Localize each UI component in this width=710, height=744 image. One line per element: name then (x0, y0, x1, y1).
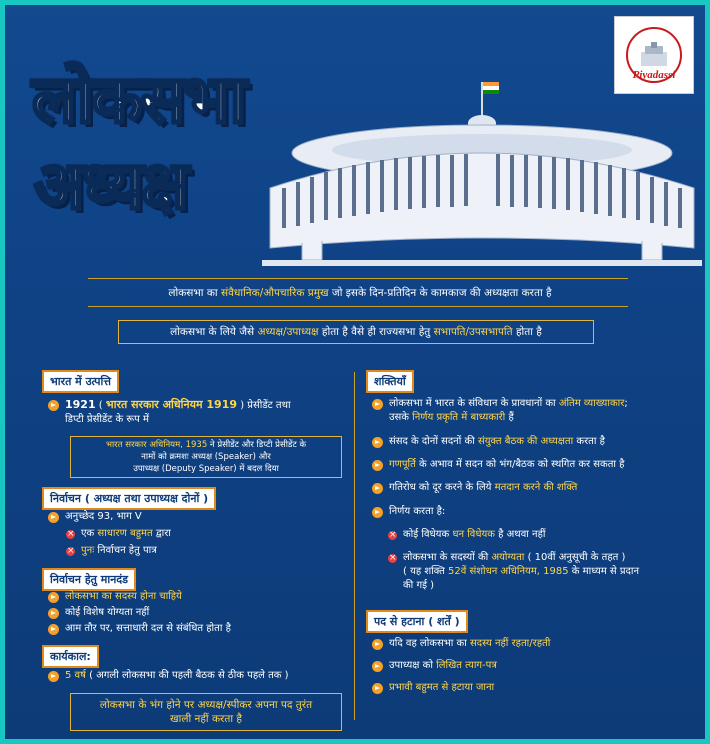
origin-note-rest: ने प्रेसीडेंट और डिप्टी प्रेसीडेंट के (207, 440, 306, 450)
arrow-bullet-icon (372, 483, 383, 494)
powers-sub-2 (388, 551, 688, 593)
origin-heading: भारत में उत्पत्ति (42, 370, 119, 393)
criteria-item-2 (48, 606, 149, 620)
removal-2-hl: लिखित त्याग-पत्र (436, 660, 497, 671)
powers-sub1-post: है अथवा नहीं (495, 529, 546, 540)
election-item-1 (48, 510, 142, 524)
election-sub1-pre: एक (81, 528, 98, 539)
election-sub-1 (66, 527, 171, 541)
intro-text-2: जो इसके दिन-प्रतिदिन के कामकाज की अध्यक्षता करता है (328, 287, 552, 299)
tenure-note-line1: लोकसभा के भंग होने पर अध्यक्ष/स्पीकर अपना पद तुरंत (99, 699, 313, 711)
powers-sub1-pre: कोई विधेयक (403, 529, 453, 540)
arrow-bullet-icon (372, 507, 383, 518)
arrow-bullet-icon (48, 624, 59, 635)
tenure-heading: कार्यकाल: (42, 645, 99, 668)
powers-1-pre: लोकसभा में भारत के संविधान के प्रावधानों का (389, 398, 559, 409)
powers-2-post: करता है (573, 436, 605, 447)
criteria-item-3 (48, 622, 231, 636)
powers-sub2-l3: की गई ) (403, 580, 435, 591)
criteria-text-3: आम तौर पर, सत्ताधारी दल से संबंधित होता है (65, 623, 231, 634)
election-sub2-post: निर्वाचन हेतु पात्र (94, 545, 157, 556)
origin-note-box (70, 436, 342, 478)
arrow-bullet-icon (48, 592, 59, 603)
compare-text-2: होता है वैसे ही राज्यसभा हेतु (318, 326, 434, 338)
origin-note-line3: उपाध्यक्ष (Deputy Speaker) में बदल दिया (133, 464, 279, 474)
origin-year: 1921 (65, 398, 96, 411)
cross-bullet-icon (388, 531, 397, 540)
intro-text-1: लोकसभा का (168, 287, 221, 299)
removal-1-pre: यदि वह लोकसभा का (389, 638, 470, 649)
powers-4-pre: गतिरोध को दूर करने के लिये (389, 482, 495, 493)
arrow-bullet-icon (372, 661, 383, 672)
arrow-bullet-icon (372, 399, 383, 410)
logo-brand-text: Piyadassi (632, 69, 676, 81)
origin-line2: डिप्टी प्रेसीडेंट के रूप में (65, 414, 149, 425)
removal-item-3 (372, 681, 494, 695)
powers-sub2-l2-post: के माध्यम से प्रदान (568, 566, 640, 577)
powers-item-3 (372, 458, 625, 472)
election-sub1-post: द्वारा (152, 528, 171, 539)
arrow-bullet-icon (372, 683, 383, 694)
arrow-bullet-icon (372, 639, 383, 650)
election-heading: निर्वाचन ( अध्यक्ष तथा उपाध्यक्ष दोनों ) (42, 487, 216, 510)
divider-mid (88, 306, 628, 307)
compare-text-3: होता है (512, 326, 542, 338)
origin-rest: ) प्रेसीडेंट तथा (237, 400, 291, 411)
criteria-text-2: कोई विशेष योग्यता नहीं (65, 607, 150, 618)
title-line1: लोकसभा (32, 61, 245, 138)
cross-bullet-icon (388, 554, 397, 563)
arrow-bullet-icon (48, 400, 59, 411)
intro-highlight: संवैधानिक/औपचारिक प्रमुख (220, 287, 329, 299)
powers-3-hl: गणपूर्ति (389, 459, 416, 470)
compare-box (118, 320, 594, 344)
origin-note-act: भारत सरकार अधिनियम, 1935 (106, 440, 208, 450)
tenure-item-1 (48, 669, 289, 683)
title-line2: अध्यक्ष (34, 147, 187, 224)
origin-note-line2: नामों को क्रमशः अध्यक्ष (Speaker) और (141, 452, 271, 462)
tenure-rest: ( अगली लोकसभा की पहली बैठक से ठीक पहले तक ) (85, 670, 289, 681)
powers-2-hl: संयुक्त बैठक की अध्यक्षता (477, 436, 574, 447)
tenure-note-line2: खाली नहीं करता है (170, 713, 242, 725)
removal-3-hl: प्रभावी बहुमत से हटाया जाना (389, 682, 495, 693)
tenure-note-box (70, 693, 342, 731)
powers-3-post: के अभाव में सदन को भंग/बैठक को स्थगित कर सकता है (415, 459, 625, 470)
criteria-item-1 (48, 590, 182, 604)
intro-banner (60, 286, 660, 300)
election-sub-2 (66, 544, 157, 558)
powers-sub1-hl: धन विधेयक (452, 529, 495, 540)
powers-1-l2-hl: निर्णय प्रकृति में बाध्यकारी (412, 412, 506, 423)
powers-item-4 (372, 481, 577, 495)
arrow-bullet-icon (372, 460, 383, 471)
origin-item-1 (48, 398, 291, 427)
criteria-text-1: लोकसभा का सदस्य होना चाहिये (65, 591, 182, 602)
election-sub1-hl: साधारण बहुमत (97, 528, 153, 539)
removal-2-pre: उपाध्यक्ष को (389, 660, 437, 671)
arrow-bullet-icon (48, 608, 59, 619)
removal-item-1 (372, 637, 550, 651)
arrow-bullet-icon (48, 671, 59, 682)
powers-4-hl: मतदान करने की शक्ति (494, 482, 578, 493)
powers-sub2-l2-pre: ( यह शक्ति (403, 566, 448, 577)
powers-sub-1 (388, 528, 545, 542)
tenure-years: 5 वर्ष (65, 670, 86, 681)
powers-sub2-l2-hl: 52वें संशोधन अधिनियम, 1985 (448, 566, 569, 577)
powers-1-hl: अंतिम व्याख्याकार (558, 398, 625, 409)
powers-sub2-hl: अयोग्यता (491, 552, 525, 563)
powers-5-text: निर्णय करता है: (389, 506, 446, 517)
powers-1-post: ; (624, 398, 628, 409)
arrow-bullet-icon (372, 437, 383, 448)
column-divider (354, 372, 355, 720)
election-sub2-hl: पुनः (81, 545, 95, 556)
powers-2-pre: संसद के दोनों सदनों की (389, 436, 478, 447)
powers-sub2-pre: लोकसभा के सदस्यों की (403, 552, 492, 563)
origin-act: भारत सरकार अधिनियम 1919 (105, 398, 238, 411)
criteria-heading: निर्वाचन हेतु मानदंड (42, 568, 136, 591)
divider-top (88, 278, 628, 279)
powers-item-2 (372, 435, 605, 449)
parliament-building-icon (262, 78, 702, 268)
powers-sub2-post: ( 10वीं अनुसूची के तहत ) (524, 552, 626, 563)
removal-heading: पद से हटाना ( शर्तें ) (366, 610, 468, 633)
powers-item-1 (372, 397, 688, 425)
compare-text-1: लोकसभा के लिये जैसे (170, 326, 258, 338)
removal-item-2 (372, 659, 497, 673)
removal-1-hl: सदस्य नहीं रहता/रहती (470, 638, 551, 649)
compare-highlight-2: सभापति/उपसभापति (433, 326, 513, 338)
powers-1-l2-pre: उसके (389, 412, 413, 423)
origin-paren: ( (95, 400, 106, 411)
election-article: अनुच्छेद 93, भाग V (65, 511, 142, 522)
cross-bullet-icon (66, 547, 75, 556)
powers-1-l2-post: हैं (505, 412, 514, 423)
powers-heading: शक्तियाँ (366, 370, 414, 393)
arrow-bullet-icon (48, 512, 59, 523)
powers-item-5 (372, 505, 445, 519)
cross-bullet-icon (66, 530, 75, 539)
compare-highlight-1: अध्यक्ष/उपाध्यक्ष (257, 326, 319, 338)
